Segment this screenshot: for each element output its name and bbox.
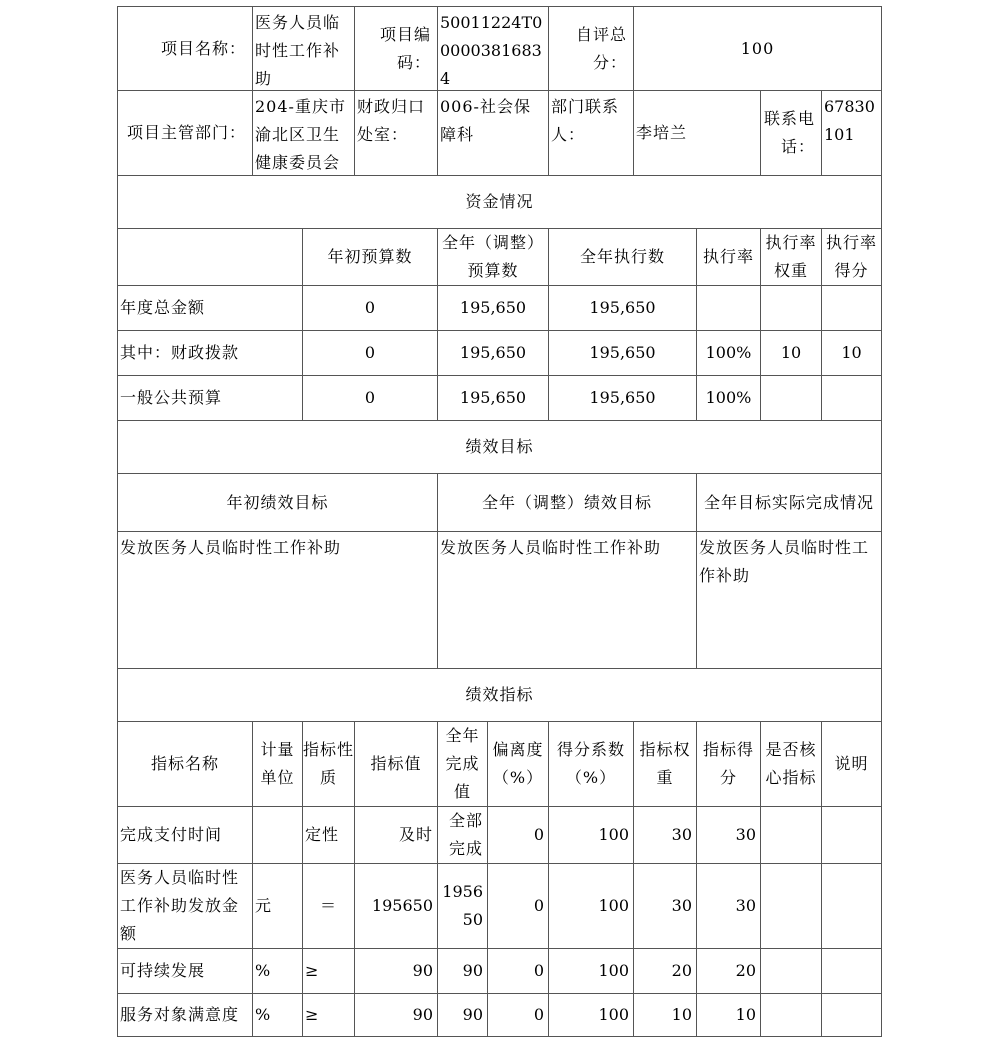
phone-value: 67830101 bbox=[821, 90, 882, 176]
indicator-deviation: 0 bbox=[487, 993, 549, 1037]
self-score-value: 100 bbox=[633, 6, 882, 91]
indicator-weight: 30 bbox=[633, 806, 697, 864]
funds-row-weight: 10 bbox=[760, 330, 822, 376]
goals-col-actual: 全年目标实际完成情况 bbox=[696, 473, 882, 532]
indicator-weight: 10 bbox=[633, 993, 697, 1037]
performance-self-evaluation-table bbox=[117, 6, 882, 1037]
indicator-unit: % bbox=[252, 993, 303, 1037]
project-name-value: 医务人员临时性工作补助 bbox=[252, 6, 355, 91]
project-code-value: 50011224T000003816834 bbox=[437, 6, 549, 91]
funds-col-adjusted: 全年（调整）预算数 bbox=[437, 228, 549, 286]
funds-col-initial: 年初预算数 bbox=[302, 228, 438, 286]
funds-col-weight: 执行率权重 bbox=[760, 228, 822, 286]
funds-row-rate: 100% bbox=[696, 330, 761, 376]
indicator-name: 服务对象满意度 bbox=[117, 993, 253, 1037]
indicator-deviation: 0 bbox=[487, 806, 549, 864]
funds-row-label: 一般公共预算 bbox=[117, 375, 303, 421]
funds-row-executed: 195,650 bbox=[548, 330, 697, 376]
indicator-target: 及时 bbox=[354, 806, 438, 864]
indicator-core bbox=[760, 993, 822, 1037]
indicator-nature: 定性 bbox=[302, 806, 355, 864]
indicator-weight: 30 bbox=[633, 863, 697, 949]
indicator-nature: ＝ bbox=[302, 863, 355, 949]
indicator-note bbox=[821, 948, 882, 994]
indicator-actual: 90 bbox=[437, 948, 488, 994]
funds-header-blank bbox=[117, 228, 303, 286]
funds-row-adjusted: 195,650 bbox=[437, 285, 549, 331]
indicator-nature: ≥ bbox=[302, 993, 355, 1037]
indicator-note bbox=[821, 863, 882, 949]
ind-col-unit: 计量单位 bbox=[252, 721, 303, 807]
department-value: 204-重庆市渝北区卫生健康委员会 bbox=[252, 90, 355, 176]
ind-col-target: 指标值 bbox=[354, 721, 438, 807]
funds-row-adjusted: 195,650 bbox=[437, 375, 549, 421]
contact-label: 部门联系人： bbox=[548, 90, 634, 176]
indicator-name: 医务人员临时性工作补助发放金额 bbox=[117, 863, 253, 949]
ind-col-coef: 得分系数（%） bbox=[548, 721, 634, 807]
funds-row-label: 其中：财政拨款 bbox=[117, 330, 303, 376]
indicator-actual: 195650 bbox=[437, 863, 488, 949]
ind-col-name: 指标名称 bbox=[117, 721, 253, 807]
funds-row-score bbox=[821, 285, 882, 331]
indicator-coef: 100 bbox=[548, 806, 634, 864]
indicator-score: 10 bbox=[696, 993, 761, 1037]
funds-col-executed: 全年执行数 bbox=[548, 228, 697, 286]
indicator-actual: 90 bbox=[437, 993, 488, 1037]
funds-row-executed: 195,650 bbox=[548, 375, 697, 421]
indicator-name: 完成支付时间 bbox=[117, 806, 253, 864]
indicator-score: 30 bbox=[696, 863, 761, 949]
funds-row-initial: 0 bbox=[302, 330, 438, 376]
funds-row-label: 年度总金额 bbox=[117, 285, 303, 331]
funds-row-score: 10 bbox=[821, 330, 882, 376]
indicator-coef: 100 bbox=[548, 863, 634, 949]
finance-office-label: 财政归口处室： bbox=[354, 90, 438, 176]
funds-row-initial: 0 bbox=[302, 285, 438, 331]
goals-section-title: 绩效目标 bbox=[117, 420, 882, 474]
ind-col-score: 指标得分 bbox=[696, 721, 761, 807]
funds-row-weight bbox=[760, 375, 822, 421]
indicator-unit: 元 bbox=[252, 863, 303, 949]
ind-col-note: 说明 bbox=[821, 721, 882, 807]
indicator-name: 可持续发展 bbox=[117, 948, 253, 994]
indicator-actual: 全部完成 bbox=[437, 806, 488, 864]
indicator-target: 90 bbox=[354, 993, 438, 1037]
indicator-note bbox=[821, 806, 882, 864]
funds-row-score bbox=[821, 375, 882, 421]
indicator-nature: ≥ bbox=[302, 948, 355, 994]
indicator-note bbox=[821, 993, 882, 1037]
contact-value: 李培兰 bbox=[633, 90, 761, 176]
indicator-unit bbox=[252, 806, 303, 864]
self-score-label: 自评总分： bbox=[548, 6, 634, 91]
indicator-coef: 100 bbox=[548, 948, 634, 994]
goals-adjusted-text: 发放医务人员临时性工作补助 bbox=[437, 531, 697, 669]
ind-col-deviation: 偏离度（%） bbox=[487, 721, 549, 807]
indicator-core bbox=[760, 863, 822, 949]
indicator-score: 20 bbox=[696, 948, 761, 994]
finance-office-value: 006-社会保障科 bbox=[437, 90, 549, 176]
indicator-deviation: 0 bbox=[487, 863, 549, 949]
ind-col-weight: 指标权重 bbox=[633, 721, 697, 807]
indicator-target: 90 bbox=[354, 948, 438, 994]
indicator-score: 30 bbox=[696, 806, 761, 864]
phone-label: 联系电话： bbox=[760, 90, 822, 176]
indicators-section-title: 绩效指标 bbox=[117, 668, 882, 722]
indicator-core bbox=[760, 806, 822, 864]
indicator-deviation: 0 bbox=[487, 948, 549, 994]
funds-row-initial: 0 bbox=[302, 375, 438, 421]
project-name-label: 项目名称： bbox=[117, 6, 253, 91]
indicator-unit: % bbox=[252, 948, 303, 994]
goals-col-adjusted: 全年（调整）绩效目标 bbox=[437, 473, 697, 532]
funds-row-executed: 195,650 bbox=[548, 285, 697, 331]
project-code-label: 项目编码： bbox=[354, 6, 438, 91]
indicator-weight: 20 bbox=[633, 948, 697, 994]
funds-row-weight bbox=[760, 285, 822, 331]
funds-row-rate bbox=[696, 285, 761, 331]
funds-section-title: 资金情况 bbox=[117, 175, 882, 229]
funds-col-rate: 执行率 bbox=[696, 228, 761, 286]
funds-row-adjusted: 195,650 bbox=[437, 330, 549, 376]
funds-col-score: 执行率得分 bbox=[821, 228, 882, 286]
indicator-core bbox=[760, 948, 822, 994]
ind-col-actual: 全年完成值 bbox=[437, 721, 488, 807]
ind-col-core: 是否核心指标 bbox=[760, 721, 822, 807]
indicator-target: 195650 bbox=[354, 863, 438, 949]
goals-actual-text: 发放医务人员临时性工作补助 bbox=[696, 531, 882, 669]
goals-col-initial: 年初绩效目标 bbox=[117, 473, 438, 532]
ind-col-nature: 指标性质 bbox=[302, 721, 355, 807]
indicator-coef: 100 bbox=[548, 993, 634, 1037]
department-label: 项目主管部门： bbox=[117, 90, 253, 176]
goals-initial-text: 发放医务人员临时性工作补助 bbox=[117, 531, 438, 669]
funds-row-rate: 100% bbox=[696, 375, 761, 421]
